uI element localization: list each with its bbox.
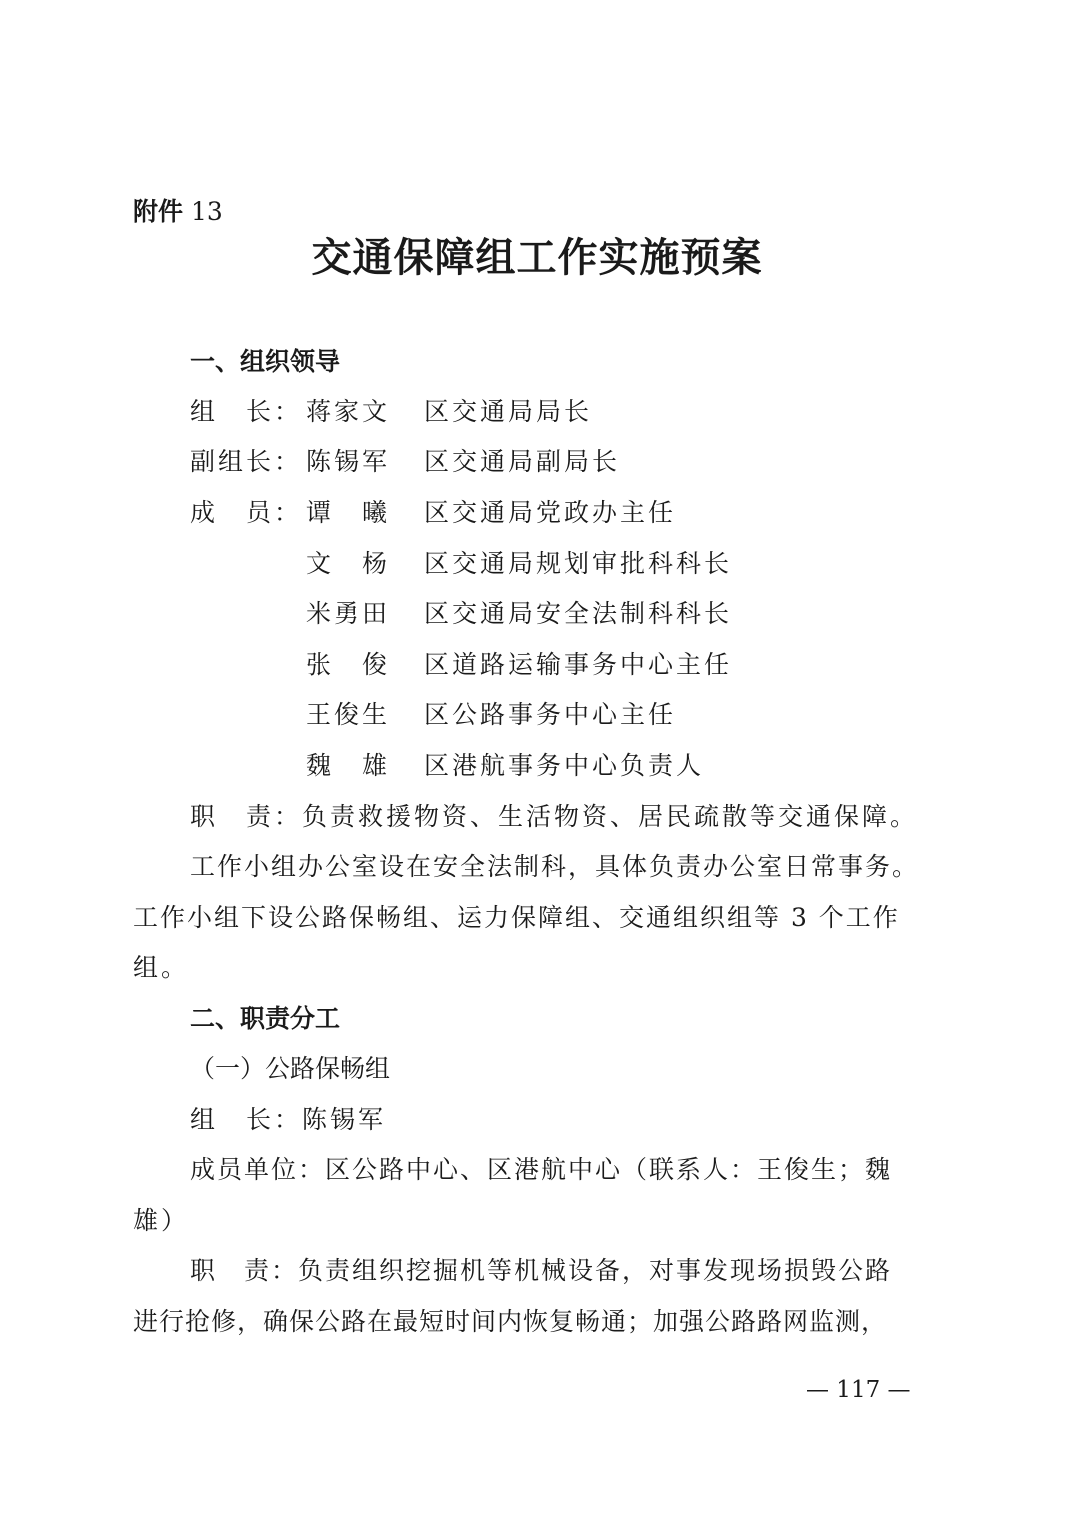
roster-row	[190, 594, 732, 634]
roster-title: 区港航事务中心负责人	[424, 751, 705, 780]
roster-row	[190, 645, 732, 685]
subsection-duty-line2: 进行抢修，确保公路在最短时间内恢复畅通；加强公路路网监测，	[133, 1307, 888, 1336]
roster-row	[190, 392, 592, 432]
roster-name: 魏 雄	[306, 751, 391, 780]
roster-role: 组 长：	[190, 397, 303, 426]
section1-heading: 一、组织领导	[190, 347, 341, 376]
attachment-prefix: 附件	[133, 197, 184, 226]
roster-role: 成 员：	[190, 498, 303, 527]
roster-title: 区交通局安全法制科科长	[424, 599, 733, 628]
document-title: 交通保障组工作实施预案	[311, 234, 763, 281]
roster-title: 区交通局党政办主任	[424, 498, 677, 527]
attachment-number: 13	[190, 197, 223, 226]
roster-name: 米勇田	[306, 599, 391, 628]
section2-heading: 二、职责分工	[190, 1004, 341, 1033]
section1-duty: 职 责：负责救援物资、生活物资、居民疏散等交通保障。	[190, 802, 919, 831]
subsection-heading: （一）公路保畅组	[190, 1054, 391, 1083]
roster-name: 谭 曦	[306, 498, 391, 527]
roster-name: 王俊生	[306, 700, 391, 729]
section1-paragraph-line1: 工作小组办公室设在安全法制科，具体负责办公室日常事务。	[190, 852, 920, 881]
roster-name: 文 杨	[306, 549, 391, 578]
roster-title: 区交通局副局长	[424, 447, 621, 476]
roster-title: 区道路运输事务中心主任	[424, 650, 733, 679]
roster-row	[190, 746, 704, 786]
roster-title: 区公路事务中心主任	[424, 700, 677, 729]
roster-row	[190, 493, 676, 533]
subsection-members-line1: 成员单位：区公路中心、区港航中心（联系人：王俊生；魏	[190, 1155, 893, 1184]
roster-name: 张 俊	[306, 650, 391, 679]
attachment-label	[133, 192, 223, 232]
subsection-members-line2: 雄）	[133, 1206, 190, 1235]
roster-name: 陈锡军	[306, 447, 391, 476]
section1-paragraph-line2: 工作小组下设公路保畅组、运力保障组、交通组织组等 3 个工作	[133, 903, 900, 932]
roster-row	[190, 544, 732, 584]
subsection-leader: 组 长：陈锡军	[190, 1105, 387, 1134]
roster-row	[190, 695, 676, 735]
subsection-duty-line1: 职 责：负责组织挖掘机等机械设备，对事发现场损毁公路	[190, 1256, 893, 1285]
roster-role: 副组长：	[190, 447, 303, 476]
section1-paragraph-line3: 组。	[133, 953, 190, 982]
roster-row	[190, 442, 620, 482]
roster-name: 蒋家文	[306, 397, 391, 426]
roster-title: 区交通局局长	[424, 397, 593, 426]
page-number: — 117 —	[806, 1377, 911, 1403]
roster-title: 区交通局规划审批科科长	[424, 549, 733, 578]
